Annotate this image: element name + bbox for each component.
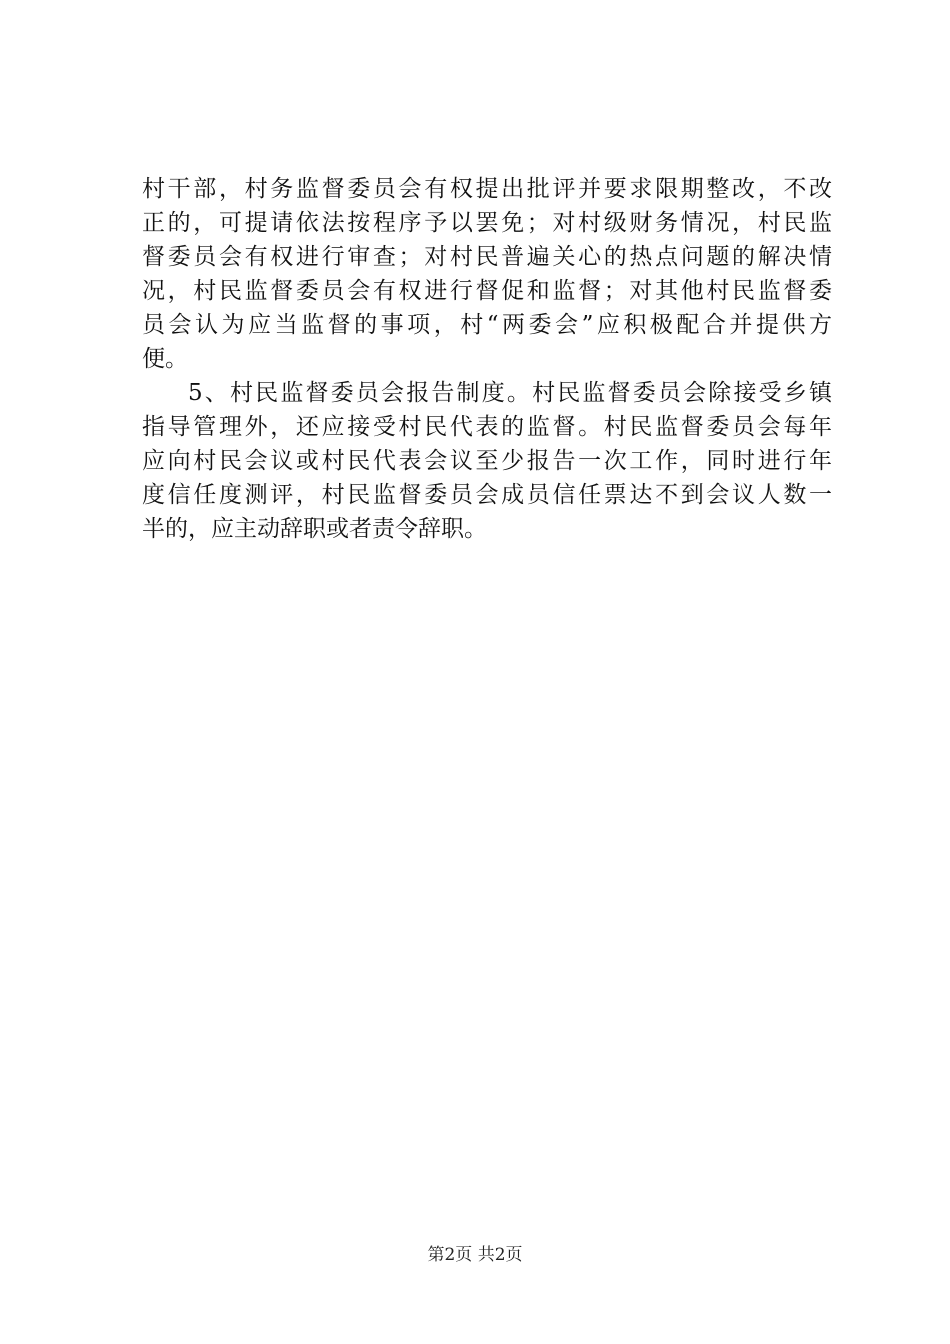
text-line: 应向村民会议或村民代表会议至少报告一次工作，同时进行年 [142, 448, 832, 474]
text-line: 便。 [142, 346, 188, 372]
text-line: 半的，应主动辞职或者责令辞职。 [142, 516, 487, 542]
text-line: 度信任度测评，村民监督委员会成员信任票达不到会议人数一 [142, 482, 832, 508]
text-line: 督委员会有权进行审查；对村民普遍关心的热点问题的解决情 [142, 244, 832, 270]
paragraph-5-first-line: 5、村民监督委员会报告制度。村民监督委员会除接受乡镇 [188, 380, 832, 406]
text-line: 况，村民监督委员会有权进行督促和监督；对其他村民监督委 [142, 278, 832, 304]
text-line: 正的，可提请依法按程序予以罢免；对村级财务情况，村民监 [142, 210, 832, 236]
text-line: 指导管理外，还应接受村民代表的监督。村民监督委员会每年 [142, 414, 832, 440]
text-line: 村干部，村务监督委员会有权提出批评并要求限期整改，不改 [142, 176, 832, 202]
page-number-footer: 第2页 共2页 [427, 1245, 523, 1265]
body-text [142, 172, 832, 546]
text-line: 员会认为应当监督的事项，村“两委会”应积极配合并提供方 [142, 312, 832, 338]
